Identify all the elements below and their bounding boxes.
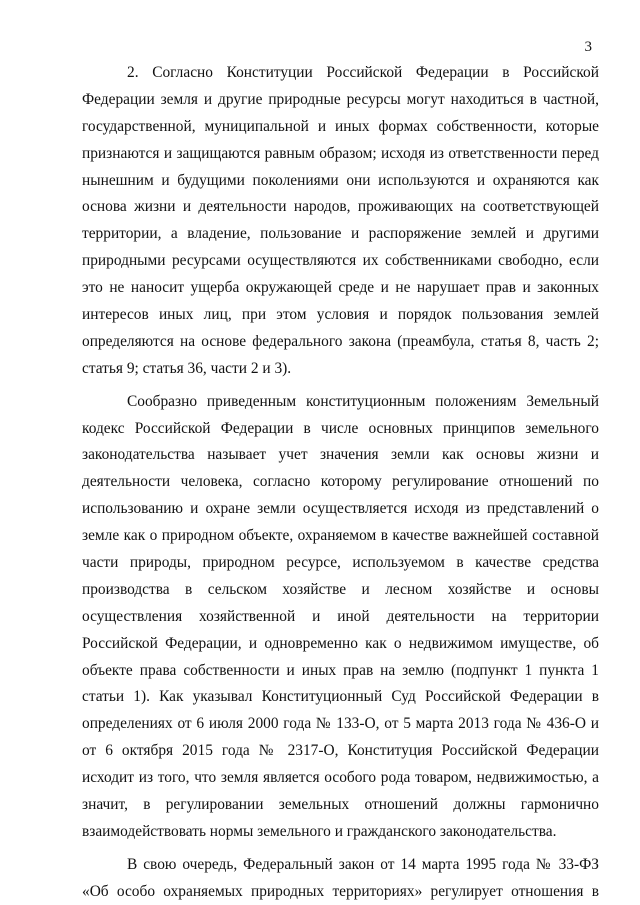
text-line: объекте права собственности и иных прав на землю (подпункт 1 пункта 1 [82, 661, 599, 679]
text-line: деятельности человека, согласно которому регулирование отношений по [82, 473, 599, 491]
page-number: 3 [584, 39, 592, 55]
document-body [82, 60, 599, 905]
text-line: земле как о природном объекте, охраняемом в качестве важнейшей составной [82, 527, 599, 545]
text-line: определяются на основе федерального закона (преамбула, статья 8, часть 2; [82, 332, 599, 350]
text-line: Российской Федерации, и одновременно как о недвижимом имуществе, об [82, 634, 599, 652]
text-line: нынешним и будущими поколениями они используются и охраняются как [82, 171, 599, 189]
text-line: Федерации земля и другие природные ресурсы могут находиться в частной, [82, 90, 599, 108]
text-line: признаются и защищаются равным образом; исходя из ответственности перед [82, 144, 599, 162]
paragraph [82, 389, 599, 846]
text-line: исходит из того, что земля является особого рода товаром, недвижимостью, а [82, 769, 599, 787]
text-line: определениях от 6 июля 2000 года № 133-О, от 5 марта 2013 года № 436-О и [82, 715, 599, 733]
paragraph [82, 60, 599, 383]
text-line: основа жизни и деятельности народов, проживающих на соответствующей [82, 198, 599, 216]
text-line: использованию и охране земли осуществляется исходя из представлений о [82, 500, 599, 518]
text-line: государственной, муниципальной и иных формах собственности, которые [82, 117, 599, 135]
text-line: «Об особо охраняемых природных территориях» регулирует отношения в [82, 882, 599, 900]
text-line: значит, в регулировании земельных отношений должны гармонично [82, 796, 599, 814]
text-line: статьи 1). Как указывал Конституционный Суд Российской Федерации в [82, 688, 599, 706]
text-line: осуществления хозяйственной и иной деятельности на территории [82, 607, 599, 625]
text-line: производства в сельском хозяйстве и лесном хозяйстве и основы [82, 580, 599, 598]
text-line: территории, а владение, пользование и распоряжение землей и другими [82, 225, 599, 243]
text-line: В свою очередь, Федеральный закон от 14 марта 1995 года № 33-ФЗ [127, 855, 599, 873]
text-line: Сообразно приведенным конституционным положениям Земельный [127, 392, 599, 410]
text-line: кодекс Российской Федерации в числе основных принципов земельного [82, 419, 599, 437]
text-line: части природы, природном ресурсе, используемом в качестве средства [82, 554, 599, 572]
text-line: природными ресурсами осуществляются их собственниками свободно, если [82, 252, 599, 270]
text-line: статья 9; статья 36, части 2 и 3). [82, 359, 292, 377]
text-line: интересов иных лиц, при этом условия и порядок пользования землей [82, 306, 599, 324]
text-line: 2. Согласно Конституции Российской Федерации в Российской [127, 64, 599, 81]
text-line: взаимодействовать нормы земельного и гражданского законодательства. [82, 822, 557, 840]
text-line: от 6 октября 2015 года № 2317-О, Конституция Российской Федерации [82, 742, 599, 760]
text-line: законодательства называет учет значения земли как основы жизни и [82, 446, 599, 464]
paragraph [82, 852, 599, 905]
text-line: это не наносит ущерба окружающей среде и не нарушает прав и законных [82, 279, 599, 297]
